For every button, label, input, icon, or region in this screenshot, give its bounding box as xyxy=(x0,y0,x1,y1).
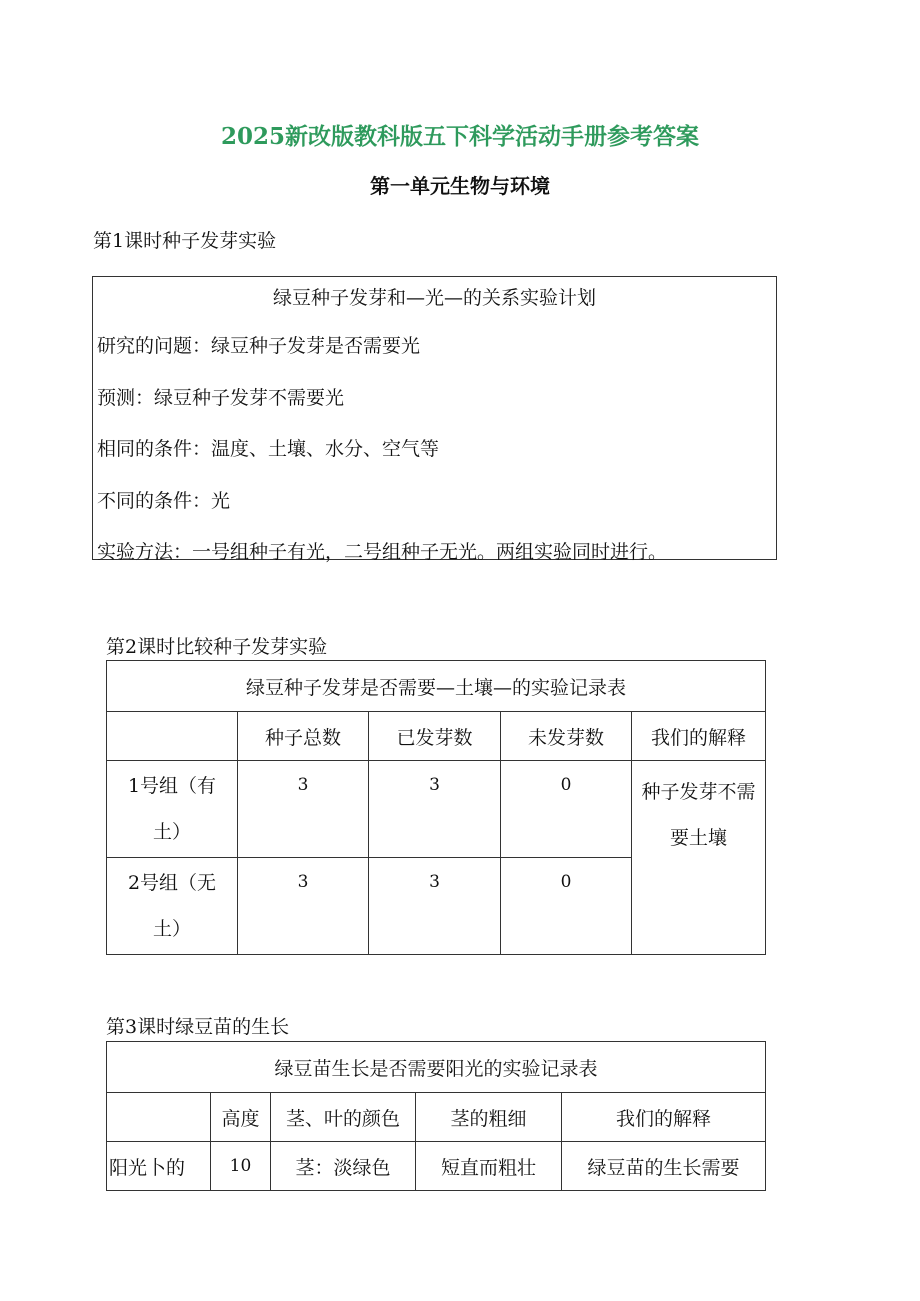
explanation-cell xyxy=(632,761,766,955)
group-label-line2: 土） xyxy=(152,918,191,940)
group-label-line1: 2号组（无 xyxy=(127,872,217,894)
column-header: 茎、叶的颜色 xyxy=(271,1093,416,1142)
document-title: 2025新改版教科版五下科学活动手册参考答案 xyxy=(220,123,699,150)
column-header: 我们的解释 xyxy=(632,712,766,761)
experiment-plan-box xyxy=(92,276,777,563)
table-row xyxy=(107,1142,766,1191)
group-label-line1: 1号组（有 xyxy=(127,775,217,797)
column-header: 未发芽数 xyxy=(501,712,632,761)
color-cell: 茎：淡绿色 xyxy=(271,1142,416,1191)
sprouted-cell: 3 xyxy=(369,761,501,858)
plan-prediction: 预测：绿豆种子发芽不需要光 xyxy=(97,387,345,409)
total-cell: 3 xyxy=(238,761,369,858)
column-header xyxy=(107,712,238,761)
group-cell xyxy=(107,761,238,858)
unit-title: 第一单元生物与环境 xyxy=(370,174,550,198)
thickness-cell: 短直而粗壮 xyxy=(416,1142,562,1191)
column-header: 种子总数 xyxy=(238,712,369,761)
sunlight-record-table xyxy=(106,1041,766,1191)
plan-heading: 绿豆种子发芽和—光—的关系实验计划 xyxy=(272,287,596,309)
column-header: 我们的解释 xyxy=(562,1093,766,1142)
table-caption: 绿豆种子发芽是否需要—土壤—的实验记录表 xyxy=(107,661,766,712)
soil-record-table xyxy=(106,660,766,955)
not-sprouted-cell: 0 xyxy=(501,858,632,955)
explanation-line2: 要土壤 xyxy=(669,827,727,849)
column-header xyxy=(107,1093,211,1142)
table-row xyxy=(107,761,766,858)
condition-cell: 阳光卜的 xyxy=(107,1142,211,1191)
lesson1-title: 第1课时种子发芽实验 xyxy=(93,230,277,252)
column-header: 茎的粗细 xyxy=(416,1093,562,1142)
sprouted-cell: 3 xyxy=(369,858,501,955)
group-label-line2: 土） xyxy=(152,821,191,843)
plan-method: 实验方法：一号组种子有光，二号组种子无光。两组实验同时进行。 xyxy=(97,541,668,563)
column-header: 高度 xyxy=(211,1093,271,1142)
not-sprouted-cell: 0 xyxy=(501,761,632,858)
table-caption: 绿豆苗生长是否需要阳光的实验记录表 xyxy=(107,1042,766,1093)
plan-different-conditions: 不同的条件：光 xyxy=(97,490,231,512)
column-header: 已发芽数 xyxy=(369,712,501,761)
group-cell xyxy=(107,858,238,955)
height-cell: 10 xyxy=(211,1142,271,1191)
plan-same-conditions: 相同的条件：温度、土壤、水分、空气等 xyxy=(97,438,440,460)
lesson2-title: 第2课时比较种子发芽实验 xyxy=(106,636,328,658)
lesson3-title: 第3课时绿豆苗的生长 xyxy=(106,1016,290,1038)
explanation-line1: 种子发芽不需 xyxy=(641,781,756,803)
total-cell: 3 xyxy=(238,858,369,955)
explanation-cell: 绿豆苗的生长需要 xyxy=(562,1142,766,1191)
plan-question: 研究的问题：绿豆种子发芽是否需要光 xyxy=(97,335,421,357)
